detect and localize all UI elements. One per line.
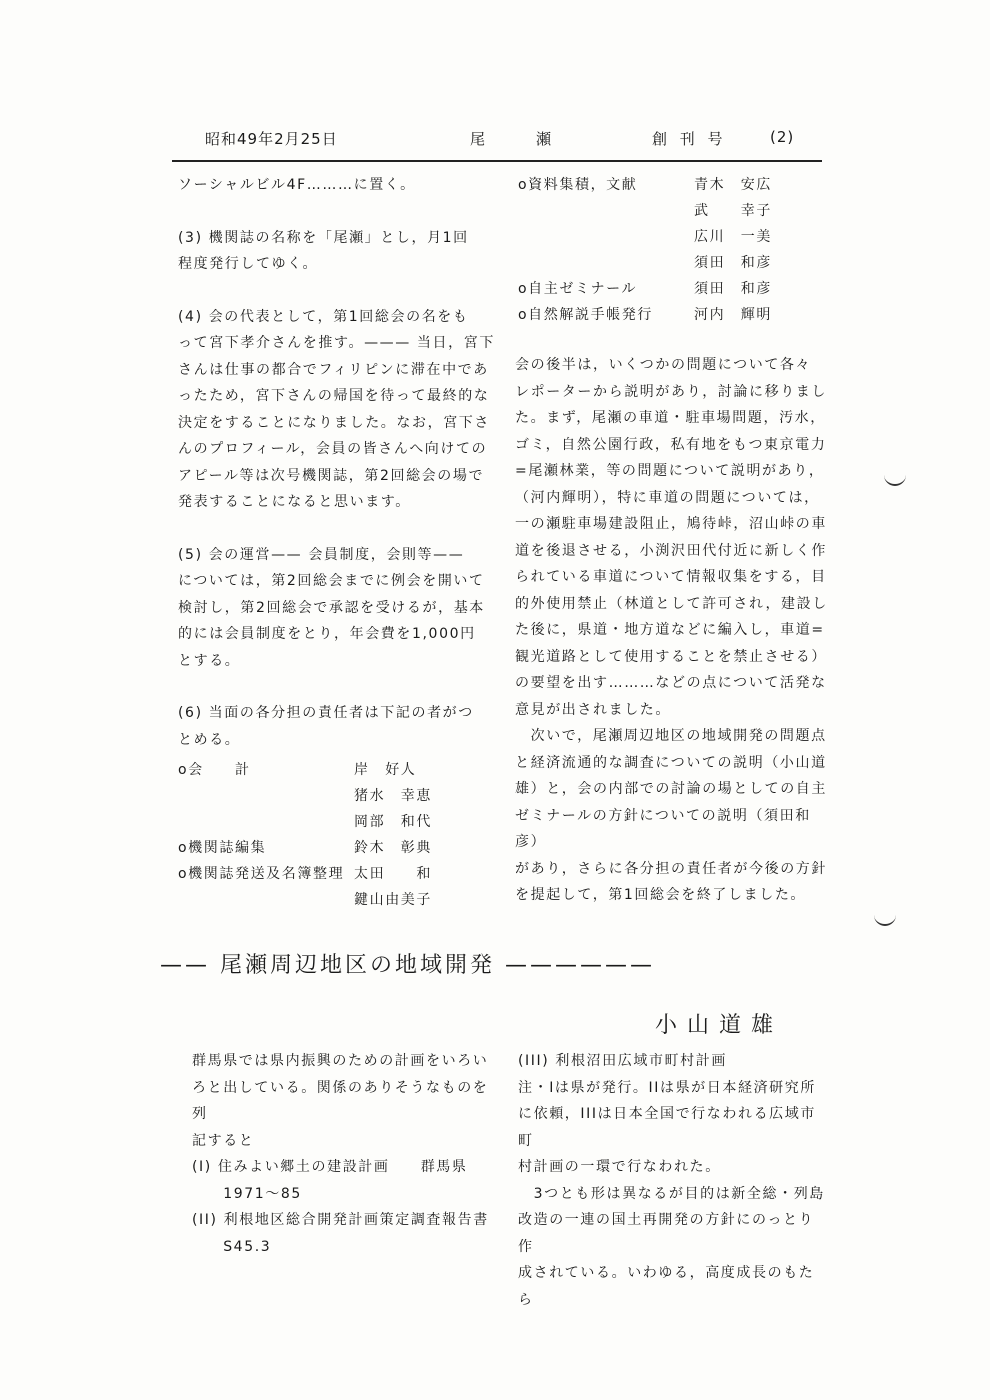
text-line bbox=[178, 278, 498, 304]
text-line: 成されている。いわゆる，高度成長のもたら bbox=[518, 1265, 815, 1308]
roster-name: 鍵山由美子 bbox=[354, 892, 432, 908]
text-line: と経済流通的な調査についての説明（小山道 bbox=[515, 754, 827, 771]
text-line: (III) 利根沼田広域市町村計画 bbox=[518, 1053, 727, 1069]
text-line: さんは仕事の都合でフィリピンに滞在中であ bbox=[178, 361, 489, 378]
right-roster bbox=[518, 172, 828, 328]
roster-role: o資料集積，文献 bbox=[518, 177, 638, 193]
text-line: 1971〜85 bbox=[192, 1185, 302, 1202]
text-line: 的には会員制度をとり，年会費を1,000円 bbox=[178, 626, 476, 642]
text-line: 改造の一連の国土再開発の方針にのっとり作 bbox=[518, 1212, 815, 1255]
text-line: んのプロフィール，会員の皆さんへ向けての bbox=[178, 441, 488, 457]
roster-name: 河内 輝明 bbox=[694, 307, 772, 323]
text-line: ゴミ，自然公園行政，私有地をもつ東京電力 bbox=[515, 436, 827, 453]
right-column-top bbox=[515, 352, 835, 909]
roster-role bbox=[178, 783, 354, 809]
roster-name: 広川 一美 bbox=[694, 229, 772, 245]
roster-name: 武 幸子 bbox=[694, 203, 772, 219]
text-line bbox=[178, 516, 498, 542]
text-line: （河内輝明），特に車道の問題については， bbox=[515, 489, 820, 506]
roster-role: o自主ゼミナール bbox=[518, 281, 638, 297]
page-number: (2) bbox=[770, 128, 795, 146]
text-line: アピール等は次号機関誌，第2回総会の場で bbox=[178, 467, 485, 484]
text-line: を提起して，第1回総会を終了しました。 bbox=[515, 887, 807, 903]
roster-row bbox=[178, 757, 498, 783]
text-line: については，第2回総会までに例会を開いて bbox=[178, 573, 485, 589]
text-line: 発表することになると思います。 bbox=[178, 494, 411, 510]
roster-row bbox=[178, 809, 498, 835]
roster-row bbox=[178, 783, 498, 809]
text-line: ソーシャルビル4F………に置く。 bbox=[178, 177, 416, 193]
text-line: た。まず，尾瀬の車道・駐車場問題，汚水， bbox=[515, 410, 826, 426]
roster-row bbox=[518, 172, 828, 198]
roster-name: 須田 和彦 bbox=[694, 281, 772, 297]
roster-row bbox=[518, 302, 828, 328]
text-line: 会の後半は，いくつかの問題について各々 bbox=[515, 357, 812, 373]
margin-pen-mark bbox=[884, 470, 906, 486]
text-line: 次いで，尾瀬周辺地区の地域開発の問題点 bbox=[515, 728, 827, 744]
roster-role bbox=[518, 224, 694, 250]
right-column-bottom bbox=[518, 1048, 828, 1313]
header-rule bbox=[172, 160, 822, 162]
roster-name: 猪水 幸恵 bbox=[354, 788, 432, 804]
text-line: 3つとも形は異なるが目的は新全総・列島 bbox=[518, 1185, 825, 1202]
text-line: (I) 住みよい郷土の建設計画 群馬県 bbox=[192, 1159, 468, 1175]
issue-date: 昭和49年2月25日 bbox=[205, 130, 338, 148]
left-column-top bbox=[178, 172, 498, 753]
text-line: 記すると bbox=[192, 1132, 255, 1149]
text-line: 村計画の一環で行なわれた。 bbox=[518, 1159, 721, 1175]
text-line: 雄）と，会の内部での討論の場としての自主 bbox=[515, 781, 827, 797]
text-line: 意見が出されました。 bbox=[515, 701, 671, 718]
roster-role bbox=[178, 809, 354, 835]
roster-name: 須田 和彦 bbox=[694, 255, 772, 271]
text-line: 程度発行してゆく。 bbox=[178, 256, 319, 272]
text-line: 注・Iは県が発行。IIは県が日本経済研究所 bbox=[518, 1079, 816, 1096]
text-line: 道を後退させる，小渕沢田代付近に新しく作 bbox=[515, 542, 827, 559]
text-line: 観光道路として使用することを禁止させる） bbox=[515, 648, 827, 665]
author-name: 小山道雄 bbox=[655, 1013, 784, 1038]
text-line: レポーターから説明があり，討論に移りまし bbox=[515, 383, 827, 400]
text-line: (5) 会の運営—— 会員制度，会則等—— bbox=[178, 546, 465, 563]
roster-role bbox=[178, 887, 354, 913]
roster-row bbox=[178, 835, 498, 861]
left-roster bbox=[178, 757, 498, 913]
roster-role: o会 計 bbox=[178, 762, 251, 778]
roster-role bbox=[518, 250, 694, 276]
text-line: って宮下孝介さんを推す。——— 当日，宮下 bbox=[178, 335, 495, 351]
text-line: ろと出している。関係のありそうなものを列 bbox=[192, 1079, 489, 1122]
roster-name: 鈴木 彰典 bbox=[354, 840, 432, 856]
margin-pen-mark bbox=[874, 910, 896, 926]
section-title: —— 尾瀬周辺地区の地域開発 —————— bbox=[160, 953, 655, 978]
text-line: 的外使用禁止（林道として許可され，建設し bbox=[515, 595, 828, 612]
text-line: があり，さらに各分担の責任者が今後の方針 bbox=[515, 860, 827, 877]
text-line: 一の瀬駐車場建設阻止，鳩待峠，沼山峠の車 bbox=[515, 516, 827, 532]
text-line: ったため，宮下さんの帰国を待って最終的な bbox=[178, 388, 490, 404]
roster-name: 岡部 和代 bbox=[354, 814, 432, 830]
roster-row bbox=[518, 198, 828, 224]
newsletter-title: 尾 瀬 bbox=[470, 130, 570, 148]
text-line: の要望を出す………などの点について活発な bbox=[515, 675, 827, 691]
text-line: (4) 会の代表として，第1回総会の名をも bbox=[178, 308, 469, 325]
roster-row bbox=[178, 887, 498, 913]
left-column-bottom bbox=[192, 1048, 492, 1260]
roster-row bbox=[178, 861, 498, 887]
text-line: に依頼，IIIは日本全国で行なわれる広域市町 bbox=[518, 1106, 816, 1149]
text-line bbox=[178, 199, 498, 225]
text-line: S45.3 bbox=[192, 1238, 272, 1255]
text-line: とする。 bbox=[178, 652, 241, 669]
text-line: ゼミナールの方針についての説明（須田和彦） bbox=[515, 807, 811, 850]
text-line: (6) 当面の各分担の責任者は下記の者がつ bbox=[178, 705, 474, 721]
roster-role: o自然解説手帳発行 bbox=[518, 307, 653, 323]
roster-name: 岸 好人 bbox=[354, 762, 417, 778]
text-line: (II) 利根地区総合開発計画策定調査報告書 bbox=[192, 1212, 489, 1228]
roster-role: o機関誌編集 bbox=[178, 840, 267, 856]
text-line: 決定をすることになりました。なお，宮下さ bbox=[178, 414, 490, 431]
text-line: られている車道について情報収集をする，目 bbox=[515, 569, 827, 585]
text-line: とめる。 bbox=[178, 731, 241, 748]
text-line: (3) 機関誌の名称を「尾瀬」とし，月1回 bbox=[178, 229, 469, 246]
text-line: =尾瀬林業，等の問題について説明があり， bbox=[515, 463, 825, 479]
text-line bbox=[178, 674, 498, 700]
roster-row bbox=[518, 250, 828, 276]
text-line: た後に，県道・地方道などに編入し，車道= bbox=[515, 622, 825, 638]
roster-role: o機関誌発送及名簿整理 bbox=[178, 866, 345, 882]
text-line: 検討し，第2回総会で承認を受けるが，基本 bbox=[178, 599, 485, 616]
roster-row bbox=[518, 276, 828, 302]
issue-label: 創 刊 号 bbox=[652, 130, 727, 148]
roster-name: 太田 和 bbox=[354, 866, 432, 882]
roster-role bbox=[518, 198, 694, 224]
roster-row bbox=[518, 224, 828, 250]
roster-name: 青木 安広 bbox=[694, 177, 772, 193]
text-line: 群馬県では県内振興のための計画をいろい bbox=[192, 1053, 489, 1069]
